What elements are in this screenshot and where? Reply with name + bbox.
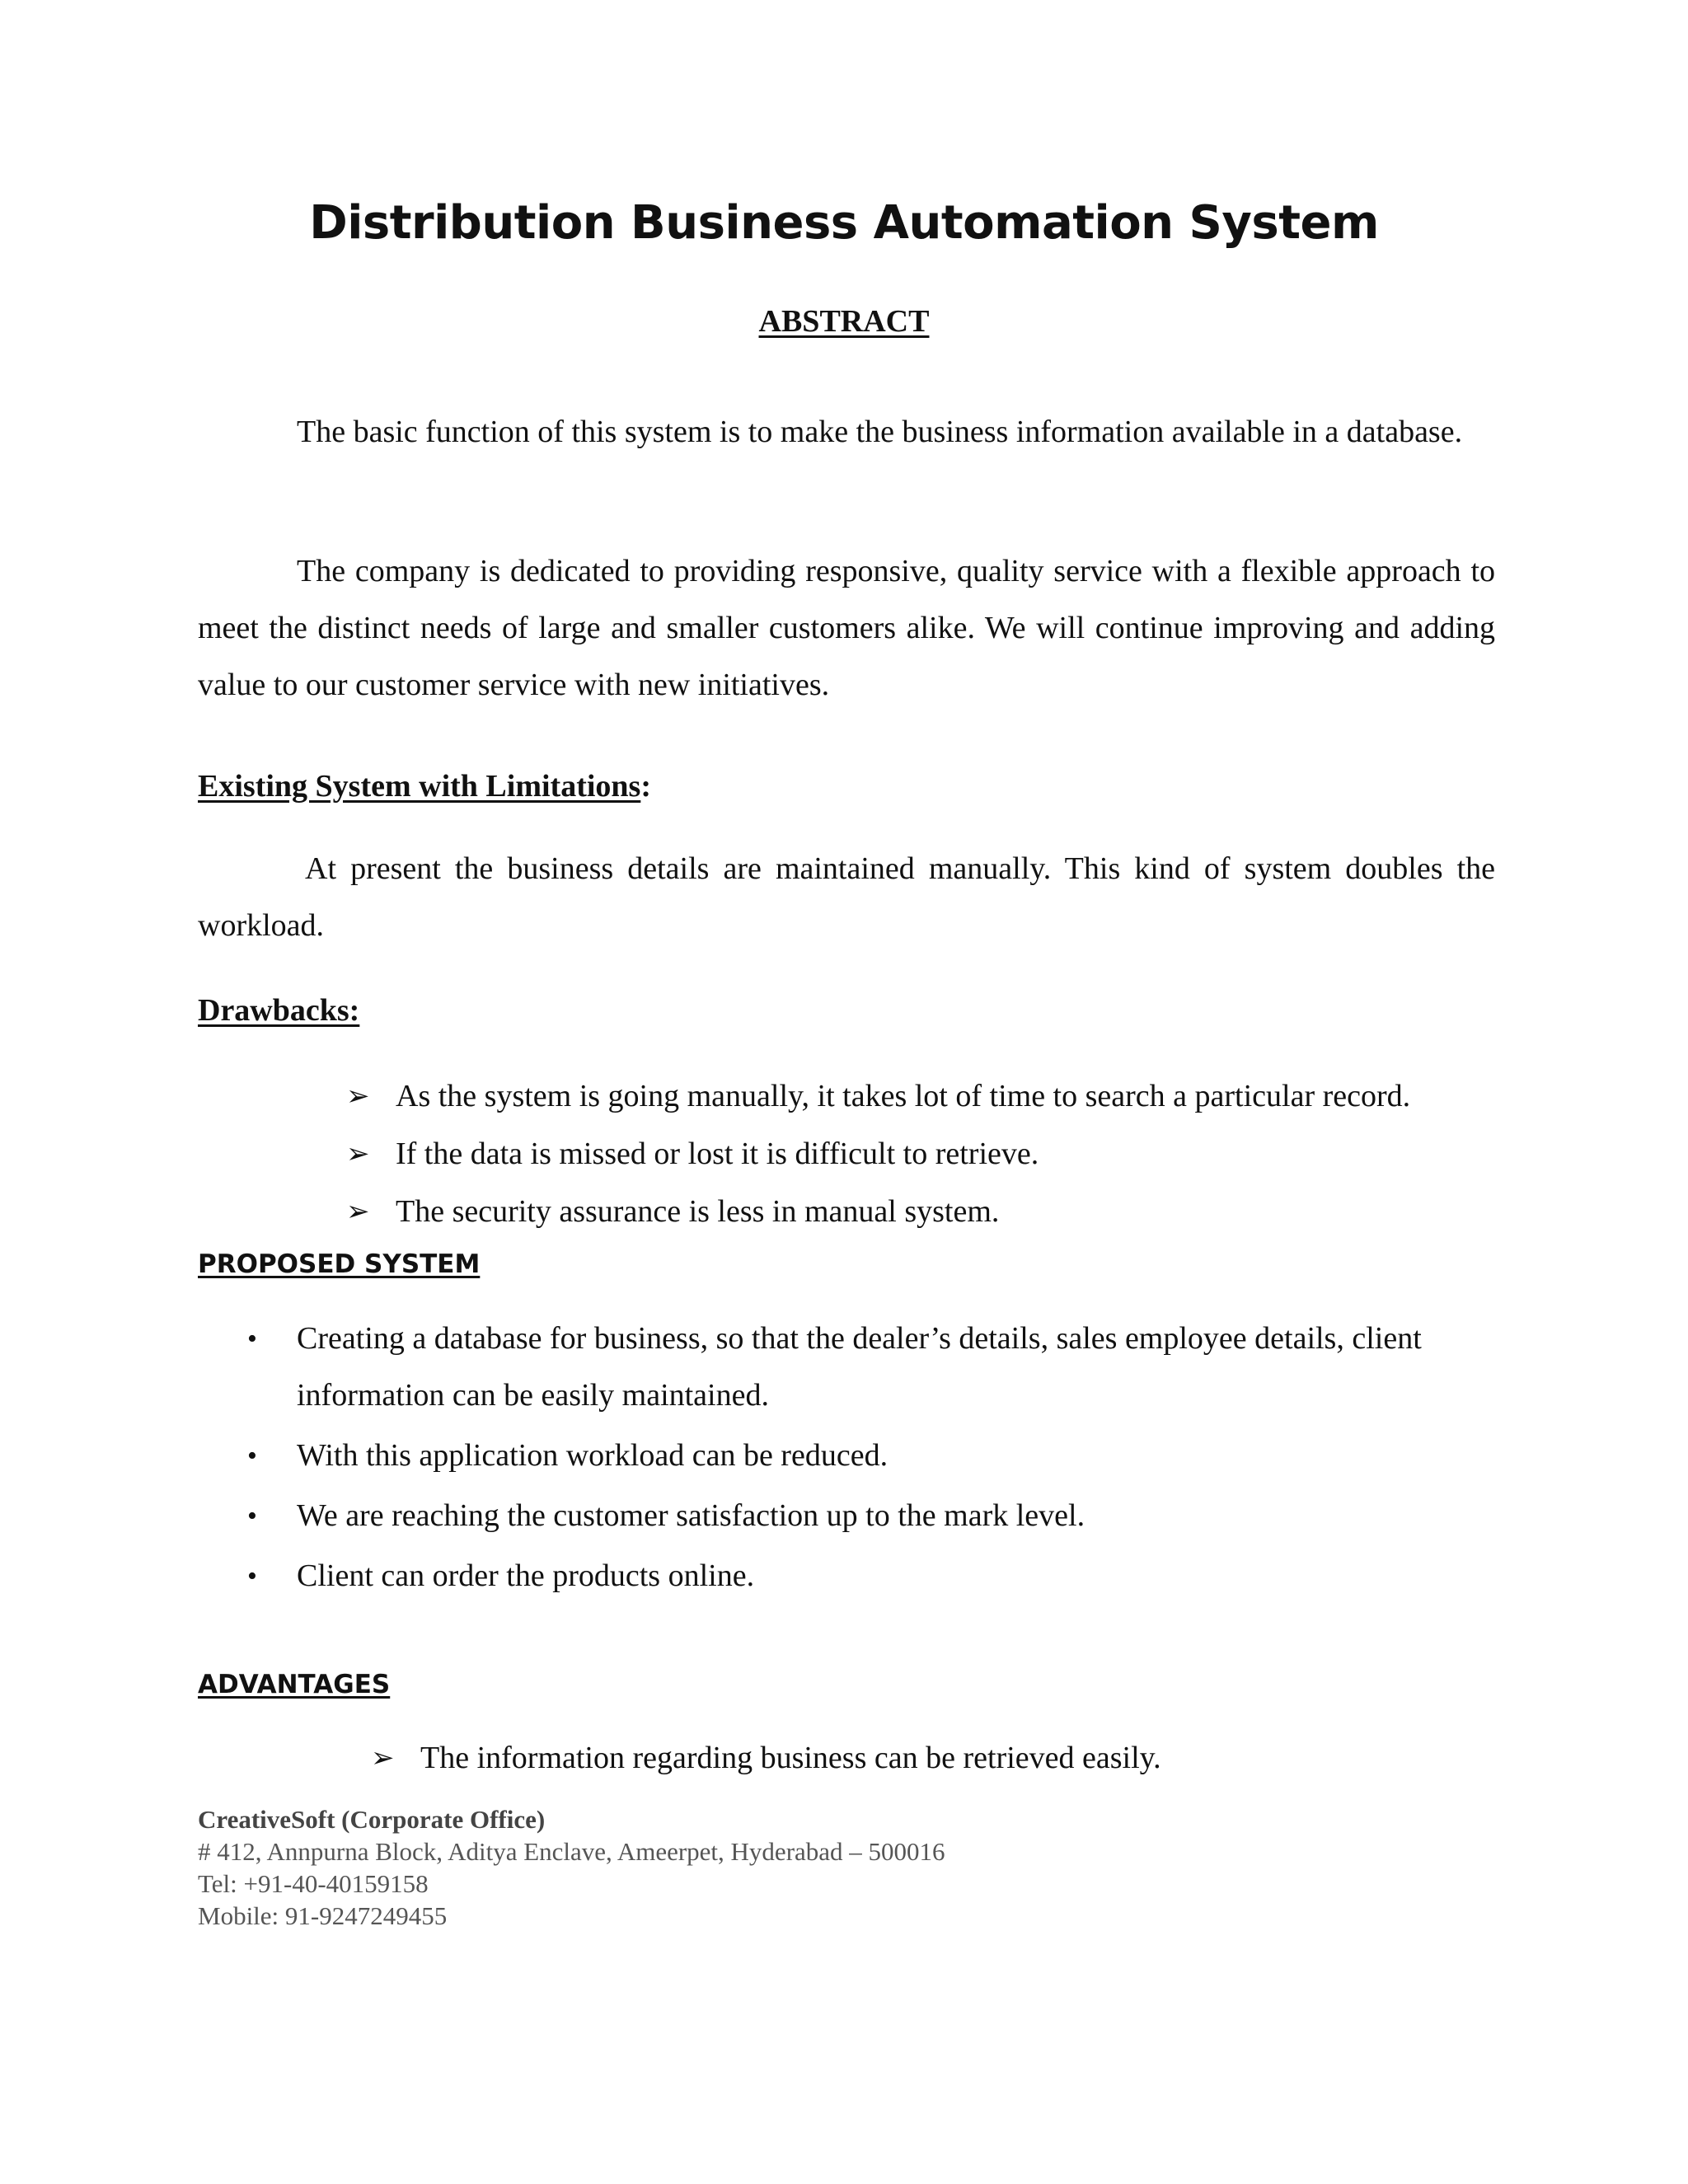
list-item (198, 1427, 1495, 1484)
list-item (346, 1125, 1410, 1183)
proposed-item-text: Client can order the products online. (297, 1558, 755, 1593)
drawback-item-text: The security assurance is less in manual system. (396, 1194, 1000, 1229)
existing-system-heading-colon: : (640, 769, 651, 804)
footer-address: # 412, Annpurna Block, Aditya Enclave, Ameerpet, Hyderabad – 500016 (198, 1837, 945, 1866)
footer-contact (198, 1803, 945, 1932)
arrow-bullet-icon: ➢ (346, 1195, 370, 1228)
drawback-item-text: As the system is going manually, it takes lot of time to search a particular record. (396, 1079, 1411, 1113)
drawbacks-heading (198, 992, 359, 1029)
list-item (346, 1183, 1410, 1240)
list-item (198, 1310, 1495, 1424)
proposed-system-list (198, 1310, 1495, 1608)
dot-bullet-icon: • (247, 1561, 257, 1591)
footer-tel: Tel: +91-40-40159158 (198, 1869, 429, 1898)
proposed-item-text: With this application workload can be reduced. (297, 1438, 889, 1473)
existing-system-heading-text: Existing System with Limitations (198, 769, 641, 804)
advantages-list (371, 1729, 1161, 1787)
footer-company: CreativeSoft (Corporate Office) (198, 1805, 546, 1834)
abstract-heading: ABSTRACT (758, 304, 930, 339)
abstract-paragraph-2: The company is dedicated to providing responsive, quality service with a flexible approach to meet the distinct needs of large and smaller customers alike. We will continue improving and adding value to our customer service with new initiatives. (198, 554, 1495, 702)
existing-system-heading (198, 768, 651, 804)
dot-bullet-icon: • (247, 1441, 257, 1471)
list-item (371, 1729, 1161, 1787)
abstract-paragraph-1: The basic function of this system is to make the business information available in a database. (297, 415, 1463, 449)
arrow-bullet-icon: ➢ (346, 1137, 370, 1170)
arrow-bullet-icon: ➢ (371, 1741, 395, 1774)
existing-system-paragraph: At present the business details are maintained manually. This kind of system doubles the workload. (198, 851, 1495, 943)
advantages-heading: ADVANTAGES (198, 1670, 391, 1699)
document-title: Distribution Business Automation System (309, 196, 1379, 250)
list-item (198, 1488, 1495, 1544)
proposed-item-text: Creating a database for business, so that the dealer’s details, sales employee details, client information can be easily maintained. (297, 1321, 1422, 1413)
list-item (198, 1548, 1495, 1605)
drawbacks-heading-text: Drawbacks: (198, 993, 360, 1028)
dot-bullet-icon: • (247, 1324, 257, 1354)
drawbacks-list (346, 1067, 1410, 1240)
list-item (346, 1067, 1410, 1125)
proposed-system-heading: PROPOSED SYSTEM (198, 1249, 481, 1279)
proposed-item-text: We are reaching the customer satisfaction up to the mark level. (297, 1498, 1085, 1533)
footer-mobile: Mobile: 91-9247249455 (198, 1901, 448, 1930)
arrow-bullet-icon: ➢ (346, 1080, 370, 1113)
advantage-item-text: The information regarding business can be retrieved easily. (420, 1741, 1161, 1775)
dot-bullet-icon: • (247, 1501, 257, 1531)
drawback-item-text: If the data is missed or lost it is difficult to retrieve. (396, 1137, 1039, 1171)
